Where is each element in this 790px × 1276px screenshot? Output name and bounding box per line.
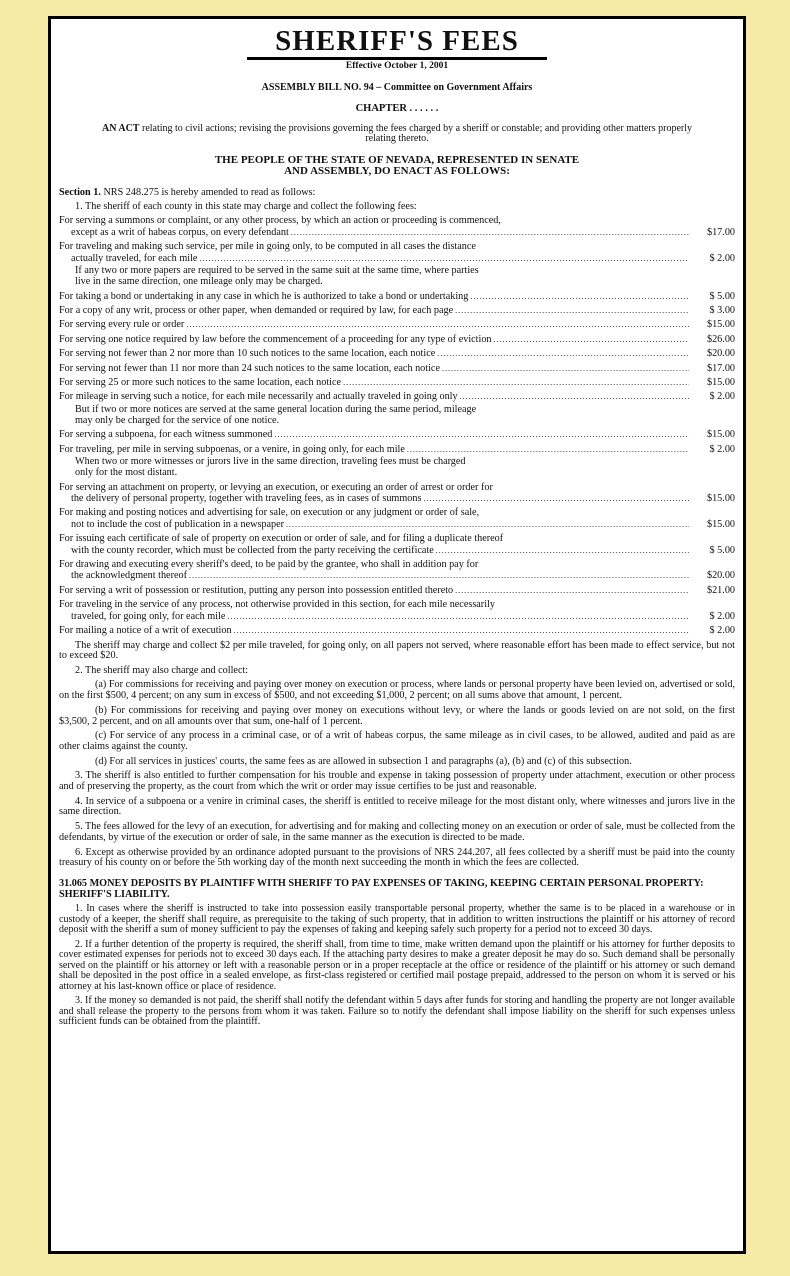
section-31-065-para-3: 3. If the money so demanded is not paid, the sheriff shall notify the defendant within 5 days after funds for storing and handling the property are not longer available and shall release the property to the persons from whom it was taken. Failure so to notify the defendant shall impose liability on the sheriff for such expenses unless sufficient funds can be obtained from the plaintiff. xyxy=(59,995,735,1028)
fee-description-line: For taking a bond or undertaking in any case in which he is authorized to take a bond or undertaking xyxy=(59,290,469,302)
document-frame xyxy=(48,16,746,1254)
fee-note-line: live in the same direction, one mileage only may be charged. xyxy=(75,275,323,287)
dot-leader xyxy=(407,444,689,455)
fee-description-line: except as a writ of habeas corpus, on every defendant xyxy=(71,226,289,238)
fee-description xyxy=(59,482,691,505)
fee-note xyxy=(75,457,695,478)
dot-leader xyxy=(460,391,689,402)
fee-amount: $20.00 xyxy=(706,570,735,582)
fee-amount: $ 2.00 xyxy=(709,252,735,264)
fee-description xyxy=(59,334,691,345)
fee-row xyxy=(59,599,735,622)
dot-leader xyxy=(455,305,689,316)
fee-amount: $26.00 xyxy=(706,333,735,345)
fee-description-line: For serving a subpoena, for each witness summoned xyxy=(59,429,273,441)
dot-leader xyxy=(442,363,689,374)
fee-note xyxy=(75,405,695,426)
fee-description-last-line xyxy=(59,291,691,302)
subsection-6: 6. Except as otherwise provided by an ordinance adopted pursuant to the provisions of NRS 244.207, all fees collected by a sheriff must be paid into the county treasury of his county on or before the 5th working day of the month next succeeding the month in which the fees are collected. xyxy=(59,846,735,869)
fee-row xyxy=(59,429,735,440)
fee-amount: $17.00 xyxy=(706,226,735,238)
dot-leader xyxy=(494,334,689,345)
dot-leader xyxy=(455,585,689,596)
dot-leader xyxy=(470,291,689,302)
fee-row xyxy=(59,482,735,505)
subsection-3: 3. The sheriff is also entitled to further compensation for his trouble and expense in taking possession of property under attachment, execution or other process and of preserving the property, as the court from which the writ or order may issue certifies to be just and reasonable. xyxy=(59,770,735,793)
dot-leader xyxy=(186,319,689,330)
fee-description xyxy=(59,559,691,582)
fee-description xyxy=(59,363,691,374)
fee-note xyxy=(75,266,695,287)
fee-description-last-line xyxy=(59,625,691,636)
paragraph-a: (a) For commissions for receiving and paying over money on execution or process, where lands or personal property have been levied on, advertised or sold, on the first $500, 4 percent; on any sum in excess of $500, and not exceeding $1,000, 2 percent; on all sums above that amount, 1 percent. xyxy=(59,679,735,702)
section-1-text: NRS 248.275 is hereby amended to read as follows: xyxy=(103,186,316,198)
fee-description-last-line xyxy=(59,519,691,530)
dot-leader xyxy=(436,545,689,556)
fee-amount: $ 2.00 xyxy=(709,610,735,622)
bill-number: ASSEMBLY BILL NO. 94 – Committee on Government Affairs xyxy=(261,81,533,93)
fee-note-line: only for the most distant. xyxy=(75,466,178,478)
fee-description-line: not to include the cost of publication in a newspaper xyxy=(71,518,285,530)
fee-description-last-line xyxy=(59,545,691,556)
paragraph-c: (c) For service of any process in a criminal case, or of a writ of habeas corpus, the same mileage as in civil cases, to be allowed, audited and paid as are other claims against the county. xyxy=(59,730,735,752)
fee-description-last-line xyxy=(59,319,691,330)
fee-amount: $15.00 xyxy=(706,429,735,441)
fee-description xyxy=(59,305,691,316)
fee-row xyxy=(59,291,735,302)
fee-description-line: For serving not fewer than 2 nor more than 10 such notices to the same location, each notice xyxy=(59,348,436,360)
section-1-label: Section 1. xyxy=(59,186,101,198)
fee-row xyxy=(59,625,735,636)
fee-row xyxy=(59,391,735,402)
title-underline xyxy=(247,57,547,60)
fee-description-line: For serving not fewer than 11 nor more than 24 such notices to the same location, each notice xyxy=(59,362,440,374)
fee-amount: $15.00 xyxy=(706,377,735,389)
paragraph-d: (d) For all services in justices' courts, the same fees as are allowed in subsection 1 and paragraphs (a), (b) and (c) of this subsection. xyxy=(95,755,632,767)
fee-description-last-line xyxy=(59,570,691,581)
fee-amount: $ 2.00 xyxy=(709,625,735,637)
dot-leader xyxy=(423,493,689,504)
fee-description-last-line xyxy=(59,305,691,316)
fee-row xyxy=(59,363,735,374)
fee-description-line: traveled, for going only, for each mile xyxy=(71,610,226,622)
fee-description xyxy=(59,429,691,440)
fee-description-line: For serving a summons or complaint, or any other process, by which an action or proceeding is commenced, xyxy=(59,215,501,227)
fee-row xyxy=(59,533,735,556)
section-31-065-para-1: 1. In cases where the sheriff is instructed to take into possession easily transportable personal property, whether the same is to be placed in a warehouse or in custody of a keeper, the sheriff shall require, as prerequisite to the taking of such property, that in addition to written instructions the plaintiff or his attorney of record deposit with the sheriff a sum of money sufficient to pay the expenses of taking and keeping safely such property for a period not to exceed 30 days. xyxy=(59,903,735,936)
fee-row xyxy=(59,585,735,596)
act-text: relating to civil actions; revising the provisions governing the fees charged by a sheriff or constable; and providing other matters properly relating thereto. xyxy=(141,122,693,145)
section-31-065-heading: 31.065 MONEY DEPOSITS BY PLAINTIFF WITH SHERIFF TO PAY EXPENSES OF TAKING, KEEPING CERTAIN PERSONAL PROPERTY: SHERIFF'S LIABILITY. xyxy=(59,877,704,900)
fee-amount: $15.00 xyxy=(706,319,735,331)
fee-row xyxy=(59,507,735,530)
subsection-5: 5. The fees allowed for the levy of an execution, for advertising and for making and collecting money on an execution or order of sale, must be collected from the defendants, by virtue of the execution or order of sale, in the same manner as the execution is directed to be made. xyxy=(59,821,735,843)
fee-description-last-line xyxy=(59,253,691,264)
paragraph-b: (b) For commissions for receiving and paying over money on executions without levy, or where the lands or goods levied on are not sold, on the first $3,500, 2 percent, and on all amounts over that sum, one-half of 1 percent. xyxy=(59,704,735,727)
fee-description xyxy=(59,291,691,302)
fee-description xyxy=(59,377,691,388)
dot-leader xyxy=(199,253,689,264)
fee-amount: $ 5.00 xyxy=(709,544,735,556)
fee-description-line: For mailing a notice of a writ of execution xyxy=(59,625,232,637)
fee-amount: $ 5.00 xyxy=(709,290,735,302)
fee-description-line: For making and posting notices and advertising for sale, on execution or any judgment or order of sale, xyxy=(59,507,480,519)
subsection-4: 4. In service of a subpoena or a venire in criminal cases, the sheriff is entitled to receive mileage for the most distant only, where witnesses and jurors live in the same direction. xyxy=(59,795,735,818)
fee-description-line: For serving a writ of possession or restitution, putting any person into possession entitled thereto xyxy=(59,584,454,596)
enacting-clause-line2: AND ASSEMBLY, DO ENACT AS FOLLOWS: xyxy=(284,164,510,177)
act-description xyxy=(89,124,705,145)
act-label: AN ACT xyxy=(101,122,140,134)
fee-description xyxy=(59,533,691,556)
dot-leader xyxy=(343,377,689,388)
fee-description-line: the delivery of personal property, together with traveling fees, as in cases of summons xyxy=(71,492,422,504)
fee-note-line: If any two or more papers are required to be served in the same suit at the same time, where parties xyxy=(75,265,479,277)
fee-description xyxy=(59,599,691,622)
fee-description-last-line xyxy=(59,429,691,440)
fee-description xyxy=(59,625,691,636)
fee-description-last-line xyxy=(59,334,691,345)
effective-date: Effective October 1, 2001 xyxy=(345,61,449,71)
fee-description-line: For traveling and making such service, per mile in going only, to be computed in all cases the distance xyxy=(59,241,476,253)
fee-amount: $ 3.00 xyxy=(709,304,735,316)
fee-description xyxy=(59,348,691,359)
dot-leader xyxy=(286,519,689,530)
dot-leader xyxy=(234,625,689,636)
fee-amount: $15.00 xyxy=(706,492,735,504)
enacting-clause xyxy=(59,155,735,177)
fee-description xyxy=(59,319,691,330)
fee-description xyxy=(59,391,691,402)
fee-description-line: For serving 25 or more such notices to the same location, each notice xyxy=(59,377,342,389)
fee-amount: $17.00 xyxy=(706,362,735,374)
fee-amount: $20.00 xyxy=(706,348,735,360)
fee-description-last-line xyxy=(59,611,691,622)
fee-description-line: For drawing and executing every sheriff's deed, to be paid by the grantee, who shall in addition pay for xyxy=(59,559,479,571)
fee-amount: $21.00 xyxy=(706,584,735,596)
fee-description xyxy=(59,215,691,238)
fee-note-line: But if two or more notices are served at the same general location during the same period, mileage xyxy=(75,403,477,415)
fee-description-last-line xyxy=(59,493,691,504)
fee-description-last-line xyxy=(59,391,691,402)
fee-row xyxy=(59,348,735,359)
fee-amount: $ 2.00 xyxy=(709,443,735,455)
fee-description-last-line xyxy=(59,348,691,359)
fee-description-last-line xyxy=(59,444,691,455)
fee-description-line: For serving an attachment on property, or levying an execution, or executing an order of arrest or order for xyxy=(59,481,493,493)
fee-row xyxy=(59,319,735,330)
fee-row xyxy=(59,377,735,388)
fee-note-line: When two or more witnesses or jurors live in the same direction, traveling fees must be charged xyxy=(75,456,466,468)
dot-leader xyxy=(437,348,689,359)
fee-description xyxy=(59,585,691,596)
fee-description-line: For a copy of any writ, process or other paper, when demanded or required by law, for each page xyxy=(59,304,454,316)
fee-row xyxy=(59,241,735,264)
page-title: SHERIFF'S FEES xyxy=(275,25,519,57)
fee-schedule xyxy=(59,215,735,636)
enacting-clause-line1: THE PEOPLE OF THE STATE OF NEVADA, REPRESENTED IN SENATE xyxy=(214,153,580,166)
fee-row xyxy=(59,334,735,345)
fee-description-line: For serving one notice required by law before the commencement of a proceeding for any type of eviction xyxy=(59,333,492,345)
dot-leader xyxy=(227,611,689,622)
fee-description-line: For traveling, per mile in serving subpoenas, or a venire, in going only, for each mile xyxy=(59,443,405,455)
fee-description-line: For traveling in the service of any process, not otherwise provided in this section, for each mile necessarily xyxy=(59,599,495,611)
fee-description-line: with the county recorder, which must be collected from the party receiving the certificate xyxy=(71,544,434,556)
fee-description-line: For mileage in serving such a notice, for each mile necessarily and actually traveled in going only xyxy=(59,391,458,403)
fee-row xyxy=(59,444,735,455)
dot-leader xyxy=(274,429,689,440)
fee-note-line: may only be charged for the service of one notice. xyxy=(75,414,280,426)
fee-amount: $15.00 xyxy=(706,518,735,530)
subsection-1-intro: 1. The sheriff of each county in this state may charge and collect the following fees: xyxy=(75,200,417,212)
fee-row xyxy=(59,215,735,238)
fee-description xyxy=(59,444,691,455)
chapter-line: CHAPTER . . . . . . xyxy=(355,102,439,114)
fee-description-last-line xyxy=(59,363,691,374)
fee-description xyxy=(59,507,691,530)
fee-description-line: For serving every rule or order xyxy=(59,319,185,331)
mileage-paragraph: The sheriff may charge and collect $2 per mile traveled, for going only, on all papers not served, where reasonable effort has been made to effect service, but not to exceed $20. xyxy=(59,639,735,662)
fee-description-last-line xyxy=(59,377,691,388)
fee-description-line: For issuing each certificate of sale of property on execution or order of sale, and for filing a duplicate thereof xyxy=(59,533,504,545)
fee-description-last-line xyxy=(59,227,691,238)
fee-amount: $ 2.00 xyxy=(709,391,735,403)
subsection-2-intro: 2. The sheriff may also charge and collect: xyxy=(75,665,249,676)
dot-leader xyxy=(291,227,689,238)
fee-description-last-line xyxy=(59,585,691,596)
dot-leader xyxy=(189,570,689,581)
fee-description-line: actually traveled, for each mile xyxy=(71,252,198,264)
fee-row xyxy=(59,559,735,582)
fee-row xyxy=(59,305,735,316)
fee-description-line: the acknowledgment thereof xyxy=(71,570,187,582)
fee-description xyxy=(59,241,691,264)
section-1-heading xyxy=(59,187,735,198)
section-31-065-para-2: 2. If a further detention of the property is required, the sheriff shall, from time to time, make written demand upon the plaintiff or his attorney for further deposits to cover estimated expenses for periods not to exceed 30 days each. If the attaching party desires to make a greater deposit he may do so. Such demand shall be personally served on the plaintiff or his attorney or left with a reasonable person or in a proper receptacle at the office or residence of the plaintiff or his attorney or such demand shall be deposited in the post office in a sealed envelope, as first-class registered or certified mail postage prepaid, addressed to the person on whom it is served or his attorney at his last-known office or place of residence. xyxy=(59,938,735,992)
document-body xyxy=(59,23,735,1247)
